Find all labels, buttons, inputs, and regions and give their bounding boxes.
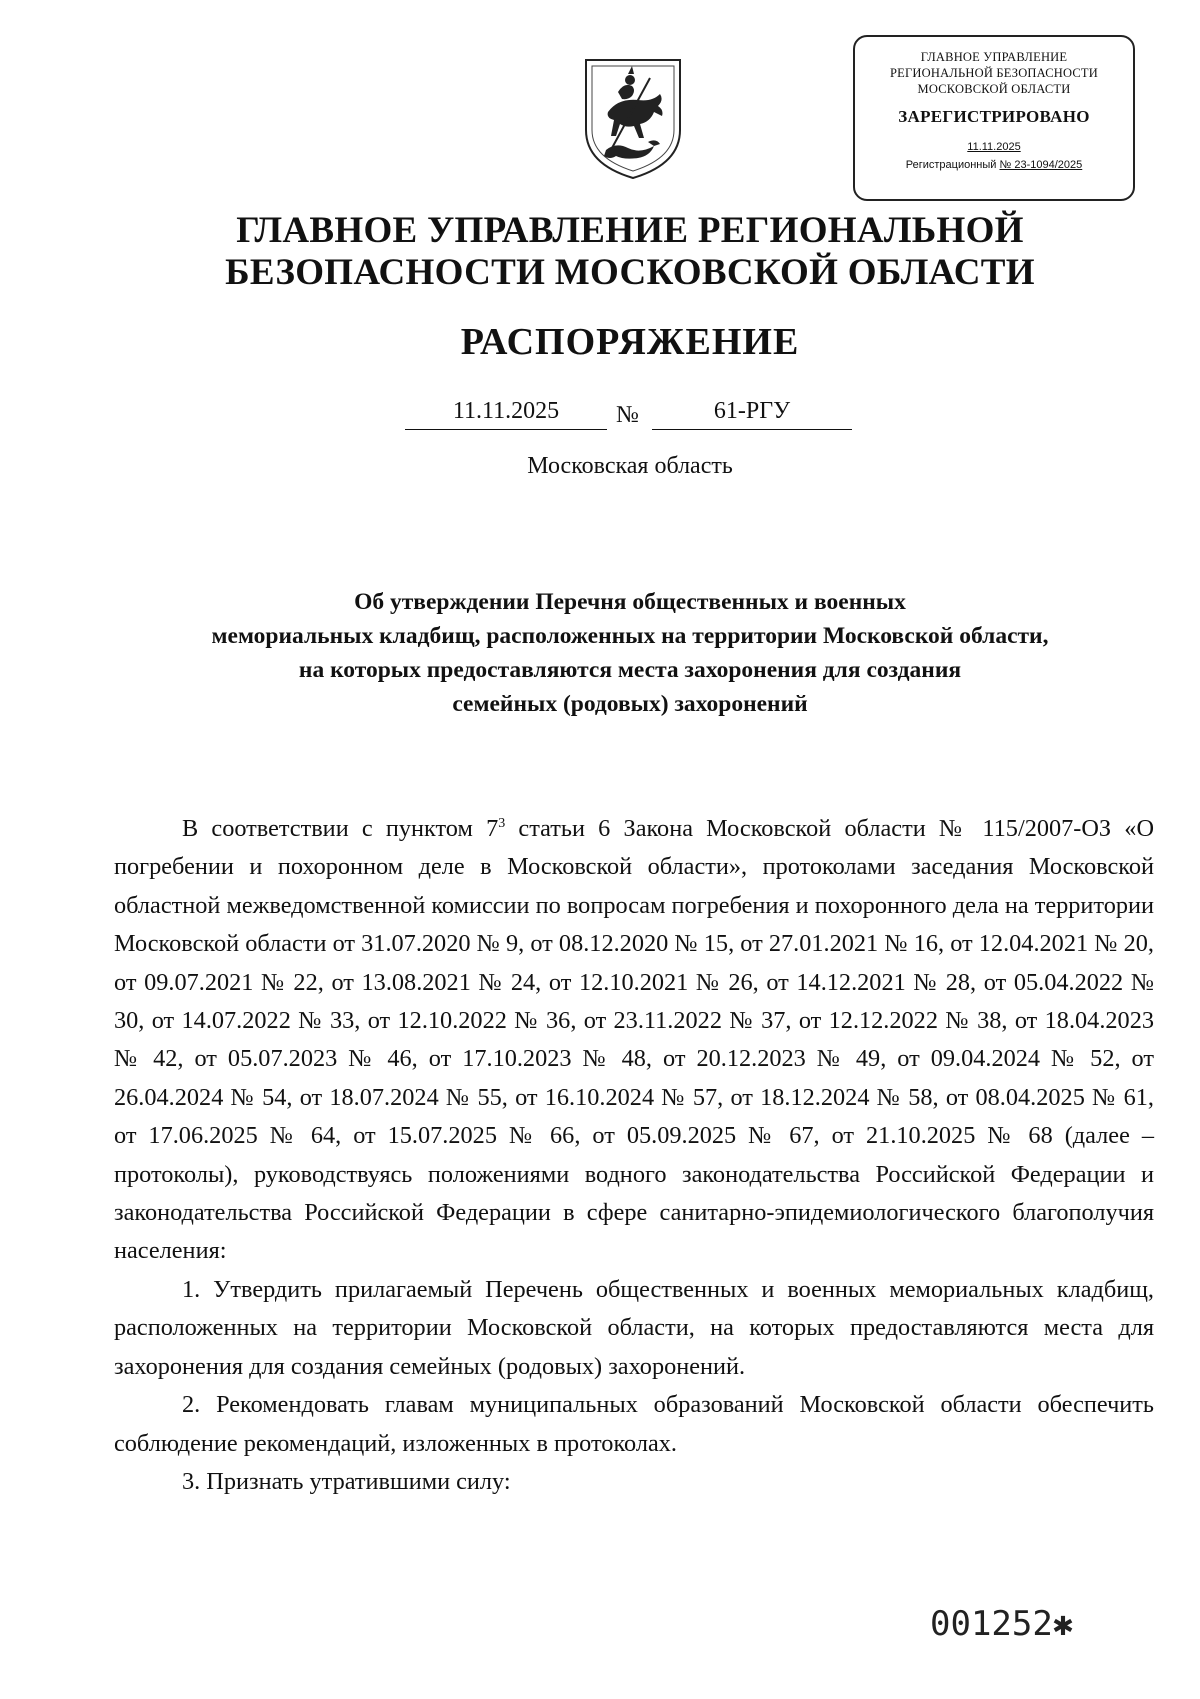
stamp-date: 11.11.2025: [967, 141, 1021, 153]
stamp-reg-value: № 23-1094/2025: [999, 159, 1083, 171]
subject-line: мемориальных кладбищ, расположенных на территории Московской области,: [211, 623, 1049, 649]
stamp-org-line: РЕГИОНАЛЬНОЙ БЕЗОПАСНОСТИ: [889, 66, 1098, 80]
agency-title-line: БЕЗОПАСНОСТИ МОСКОВСКОЙ ОБЛАСТИ: [225, 252, 1035, 293]
preamble-paragraph: В соответствии с пунктом $7^3$ статьи 6 Закона Московской области № 115/2007-ОЗ «О погребении и похоронном деле в Московской области», протоколами заседания Московской областной межведомственной комиссии по вопросам погребения и похоронного дела на территории Московской области от 31.07.2020 № 9, от 08.12.2020 № 15, от 27.01.2021 № 16, от 12.04.2021 № 20, от 09.07.2021 № 22, от 13.08.2021 № 24, от 12.10.2021 № 26, от 14.12.2021 № 28, от 05.04.2022 № 30, от 14.07.2022 № 33, от 12.10.2022 № 36, от 23.11.2022 № 37, от 12.12.2022 № 38, от 18.04.2023 № 42, от 05.07.2023 № 46, от 17.10.2023 № 48, от 20.12.2023 № 49, от 09.04.2024 № 52, от 26.04.2024 № 54, от 18.07.2024 № 55, от 16.10.2024 № 57, от 18.12.2024 № 58, от 08.04.2025 № 61, от 17.06.2025 № 64, от 15.07.2025 № 66, от 05.09.2025 № 67, от 21.10.2025 № 68 (далее – протоколы), руководствуясь положениями водного законодательства Российской Федерации и законодательства Российской Федерации в сфере санитарно-эпидемиологического благополучия населения:: [114, 815, 1154, 1265]
agency-title: [0, 210, 1200, 294]
subject-line: на которых предоставляются места захоронения для создания: [298, 657, 962, 683]
document-place: Московская область: [527, 453, 733, 479]
subject-line: Об утверждении Перечня общественных и военных: [354, 589, 906, 615]
agency-title-line: ГЛАВНОЕ УПРАВЛЕНИЕ РЕГИОНАЛЬНОЙ: [236, 210, 1024, 251]
subject-line: семейных (родовых) захоронений: [452, 691, 808, 717]
document-subject: [0, 585, 1200, 721]
order-item-2: 2. Рекомендовать главам муниципальных образований Московской области обеспечить соблюдение рекомендаций, изложенных в протоколах.: [114, 1391, 1154, 1457]
superscript: 3: [498, 815, 506, 831]
stamp-reg-label: Регистрационный: [905, 159, 997, 171]
stamp-reg-number: [855, 159, 1133, 171]
stamp-registered: ЗАРЕГИСТРИРОВАНО: [898, 107, 1090, 126]
coat-of-arms-icon: [578, 52, 688, 182]
number-sign: №: [616, 402, 639, 428]
stamp-org-line: ГЛАВНОЕ УПРАВЛЕНИЕ: [920, 50, 1068, 64]
document-serial-number: 001252✱: [930, 1604, 1074, 1644]
registration-stamp: [853, 35, 1135, 201]
document-type: РАСПОРЯЖЕНИЕ: [460, 321, 800, 363]
document-date: 11.11.2025: [405, 398, 607, 430]
stamp-org-line: МОСКОВСКОЙ ОБЛАСТИ: [917, 82, 1071, 96]
order-item-1: 1. Утвердить прилагаемый Перечень общественных и военных мемориальных кладбищ, расположенных на территории Московской области, на которых предоставляются места для захоронения для создания семейных (родовых) захоронений.: [114, 1275, 1154, 1380]
order-item-3: 3. Признать утратившими силу:: [182, 1467, 511, 1495]
document-number: 61-РГУ: [652, 398, 852, 430]
document-body: [114, 810, 1154, 1501]
date-number-line: [0, 398, 1200, 438]
